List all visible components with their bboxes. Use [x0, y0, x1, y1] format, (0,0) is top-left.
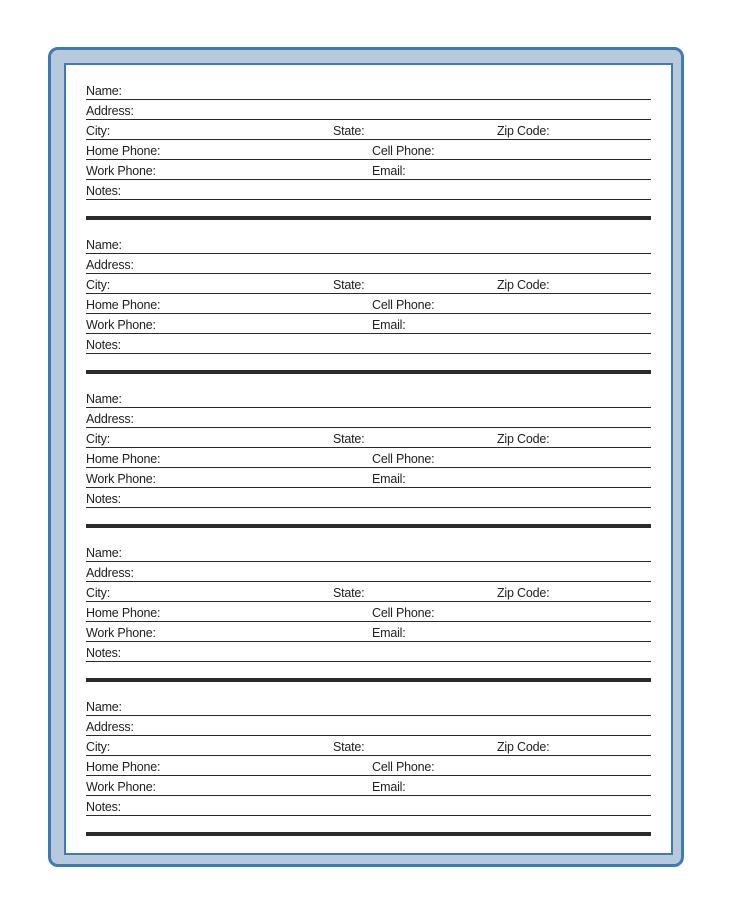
- name-row[interactable]: [86, 388, 651, 408]
- email-label: Email:: [372, 472, 406, 486]
- address-label: Address:: [86, 104, 134, 118]
- cell-phone-label: Cell Phone:: [372, 452, 435, 466]
- name-label: Name:: [86, 700, 122, 714]
- notes-label: Notes:: [86, 338, 121, 352]
- address-label: Address:: [86, 566, 134, 580]
- home-phone-label: Home Phone:: [86, 452, 161, 466]
- notes-label: Notes:: [86, 492, 121, 506]
- work-phone-label: Work Phone:: [86, 626, 156, 640]
- email-label: Email:: [372, 318, 406, 332]
- name-label: Name:: [86, 392, 122, 406]
- home-cell-phone-row[interactable]: [86, 294, 651, 314]
- address-label: Address:: [86, 412, 134, 426]
- cell-phone-label: Cell Phone:: [372, 606, 435, 620]
- notes-row[interactable]: [86, 796, 651, 816]
- home-cell-phone-row[interactable]: [86, 448, 651, 468]
- name-row[interactable]: [86, 234, 651, 254]
- cell-phone-label: Cell Phone:: [372, 298, 435, 312]
- city-label: City:: [86, 432, 111, 446]
- state-label: State:: [333, 740, 365, 754]
- work-phone-email-row[interactable]: [86, 622, 651, 642]
- city-state-zip-row[interactable]: [86, 582, 651, 602]
- notes-row[interactable]: [86, 488, 651, 508]
- address-label: Address:: [86, 258, 134, 272]
- zip-code-label: Zip Code:: [497, 124, 550, 138]
- name-row[interactable]: [86, 696, 651, 716]
- state-label: State:: [333, 586, 365, 600]
- address-entry-5: [86, 696, 651, 850]
- address-book-entries: [86, 80, 651, 850]
- notes-label: Notes:: [86, 646, 121, 660]
- city-state-zip-row[interactable]: [86, 736, 651, 756]
- address-entry-2: [86, 234, 651, 388]
- notes-label: Notes:: [86, 184, 121, 198]
- address-label: Address:: [86, 720, 134, 734]
- state-label: State:: [333, 278, 365, 292]
- home-phone-label: Home Phone:: [86, 760, 161, 774]
- notes-row[interactable]: [86, 334, 651, 354]
- notes-row[interactable]: [86, 642, 651, 662]
- entry-divider: [86, 832, 651, 836]
- work-phone-email-row[interactable]: [86, 160, 651, 180]
- state-label: State:: [333, 432, 365, 446]
- home-phone-label: Home Phone:: [86, 606, 161, 620]
- work-phone-email-row[interactable]: [86, 776, 651, 796]
- zip-code-label: Zip Code:: [497, 586, 550, 600]
- address-row[interactable]: [86, 408, 651, 428]
- work-phone-label: Work Phone:: [86, 318, 156, 332]
- cell-phone-label: Cell Phone:: [372, 144, 435, 158]
- name-label: Name:: [86, 238, 122, 252]
- home-cell-phone-row[interactable]: [86, 602, 651, 622]
- entry-divider: [86, 370, 651, 374]
- zip-code-label: Zip Code:: [497, 278, 550, 292]
- name-row[interactable]: [86, 80, 651, 100]
- email-label: Email:: [372, 780, 406, 794]
- city-state-zip-row[interactable]: [86, 274, 651, 294]
- city-label: City:: [86, 124, 111, 138]
- address-row[interactable]: [86, 716, 651, 736]
- city-label: City:: [86, 278, 111, 292]
- state-label: State:: [333, 124, 365, 138]
- cell-phone-label: Cell Phone:: [372, 760, 435, 774]
- work-phone-label: Work Phone:: [86, 472, 156, 486]
- notes-row[interactable]: [86, 180, 651, 200]
- zip-code-label: Zip Code:: [497, 740, 550, 754]
- city-label: City:: [86, 740, 111, 754]
- zip-code-label: Zip Code:: [497, 432, 550, 446]
- address-row[interactable]: [86, 100, 651, 120]
- entry-divider: [86, 524, 651, 528]
- address-entry-4: [86, 542, 651, 696]
- name-label: Name:: [86, 546, 122, 560]
- home-cell-phone-row[interactable]: [86, 756, 651, 776]
- home-cell-phone-row[interactable]: [86, 140, 651, 160]
- address-row[interactable]: [86, 562, 651, 582]
- entry-divider: [86, 678, 651, 682]
- city-state-zip-row[interactable]: [86, 428, 651, 448]
- home-phone-label: Home Phone:: [86, 298, 161, 312]
- name-row[interactable]: [86, 542, 651, 562]
- work-phone-label: Work Phone:: [86, 164, 156, 178]
- city-state-zip-row[interactable]: [86, 120, 651, 140]
- work-phone-label: Work Phone:: [86, 780, 156, 794]
- email-label: Email:: [372, 164, 406, 178]
- work-phone-email-row[interactable]: [86, 314, 651, 334]
- entry-divider: [86, 216, 651, 220]
- notes-label: Notes:: [86, 800, 121, 814]
- work-phone-email-row[interactable]: [86, 468, 651, 488]
- address-entry-3: [86, 388, 651, 542]
- city-label: City:: [86, 586, 111, 600]
- name-label: Name:: [86, 84, 122, 98]
- email-label: Email:: [372, 626, 406, 640]
- address-row[interactable]: [86, 254, 651, 274]
- home-phone-label: Home Phone:: [86, 144, 161, 158]
- address-entry-1: [86, 80, 651, 234]
